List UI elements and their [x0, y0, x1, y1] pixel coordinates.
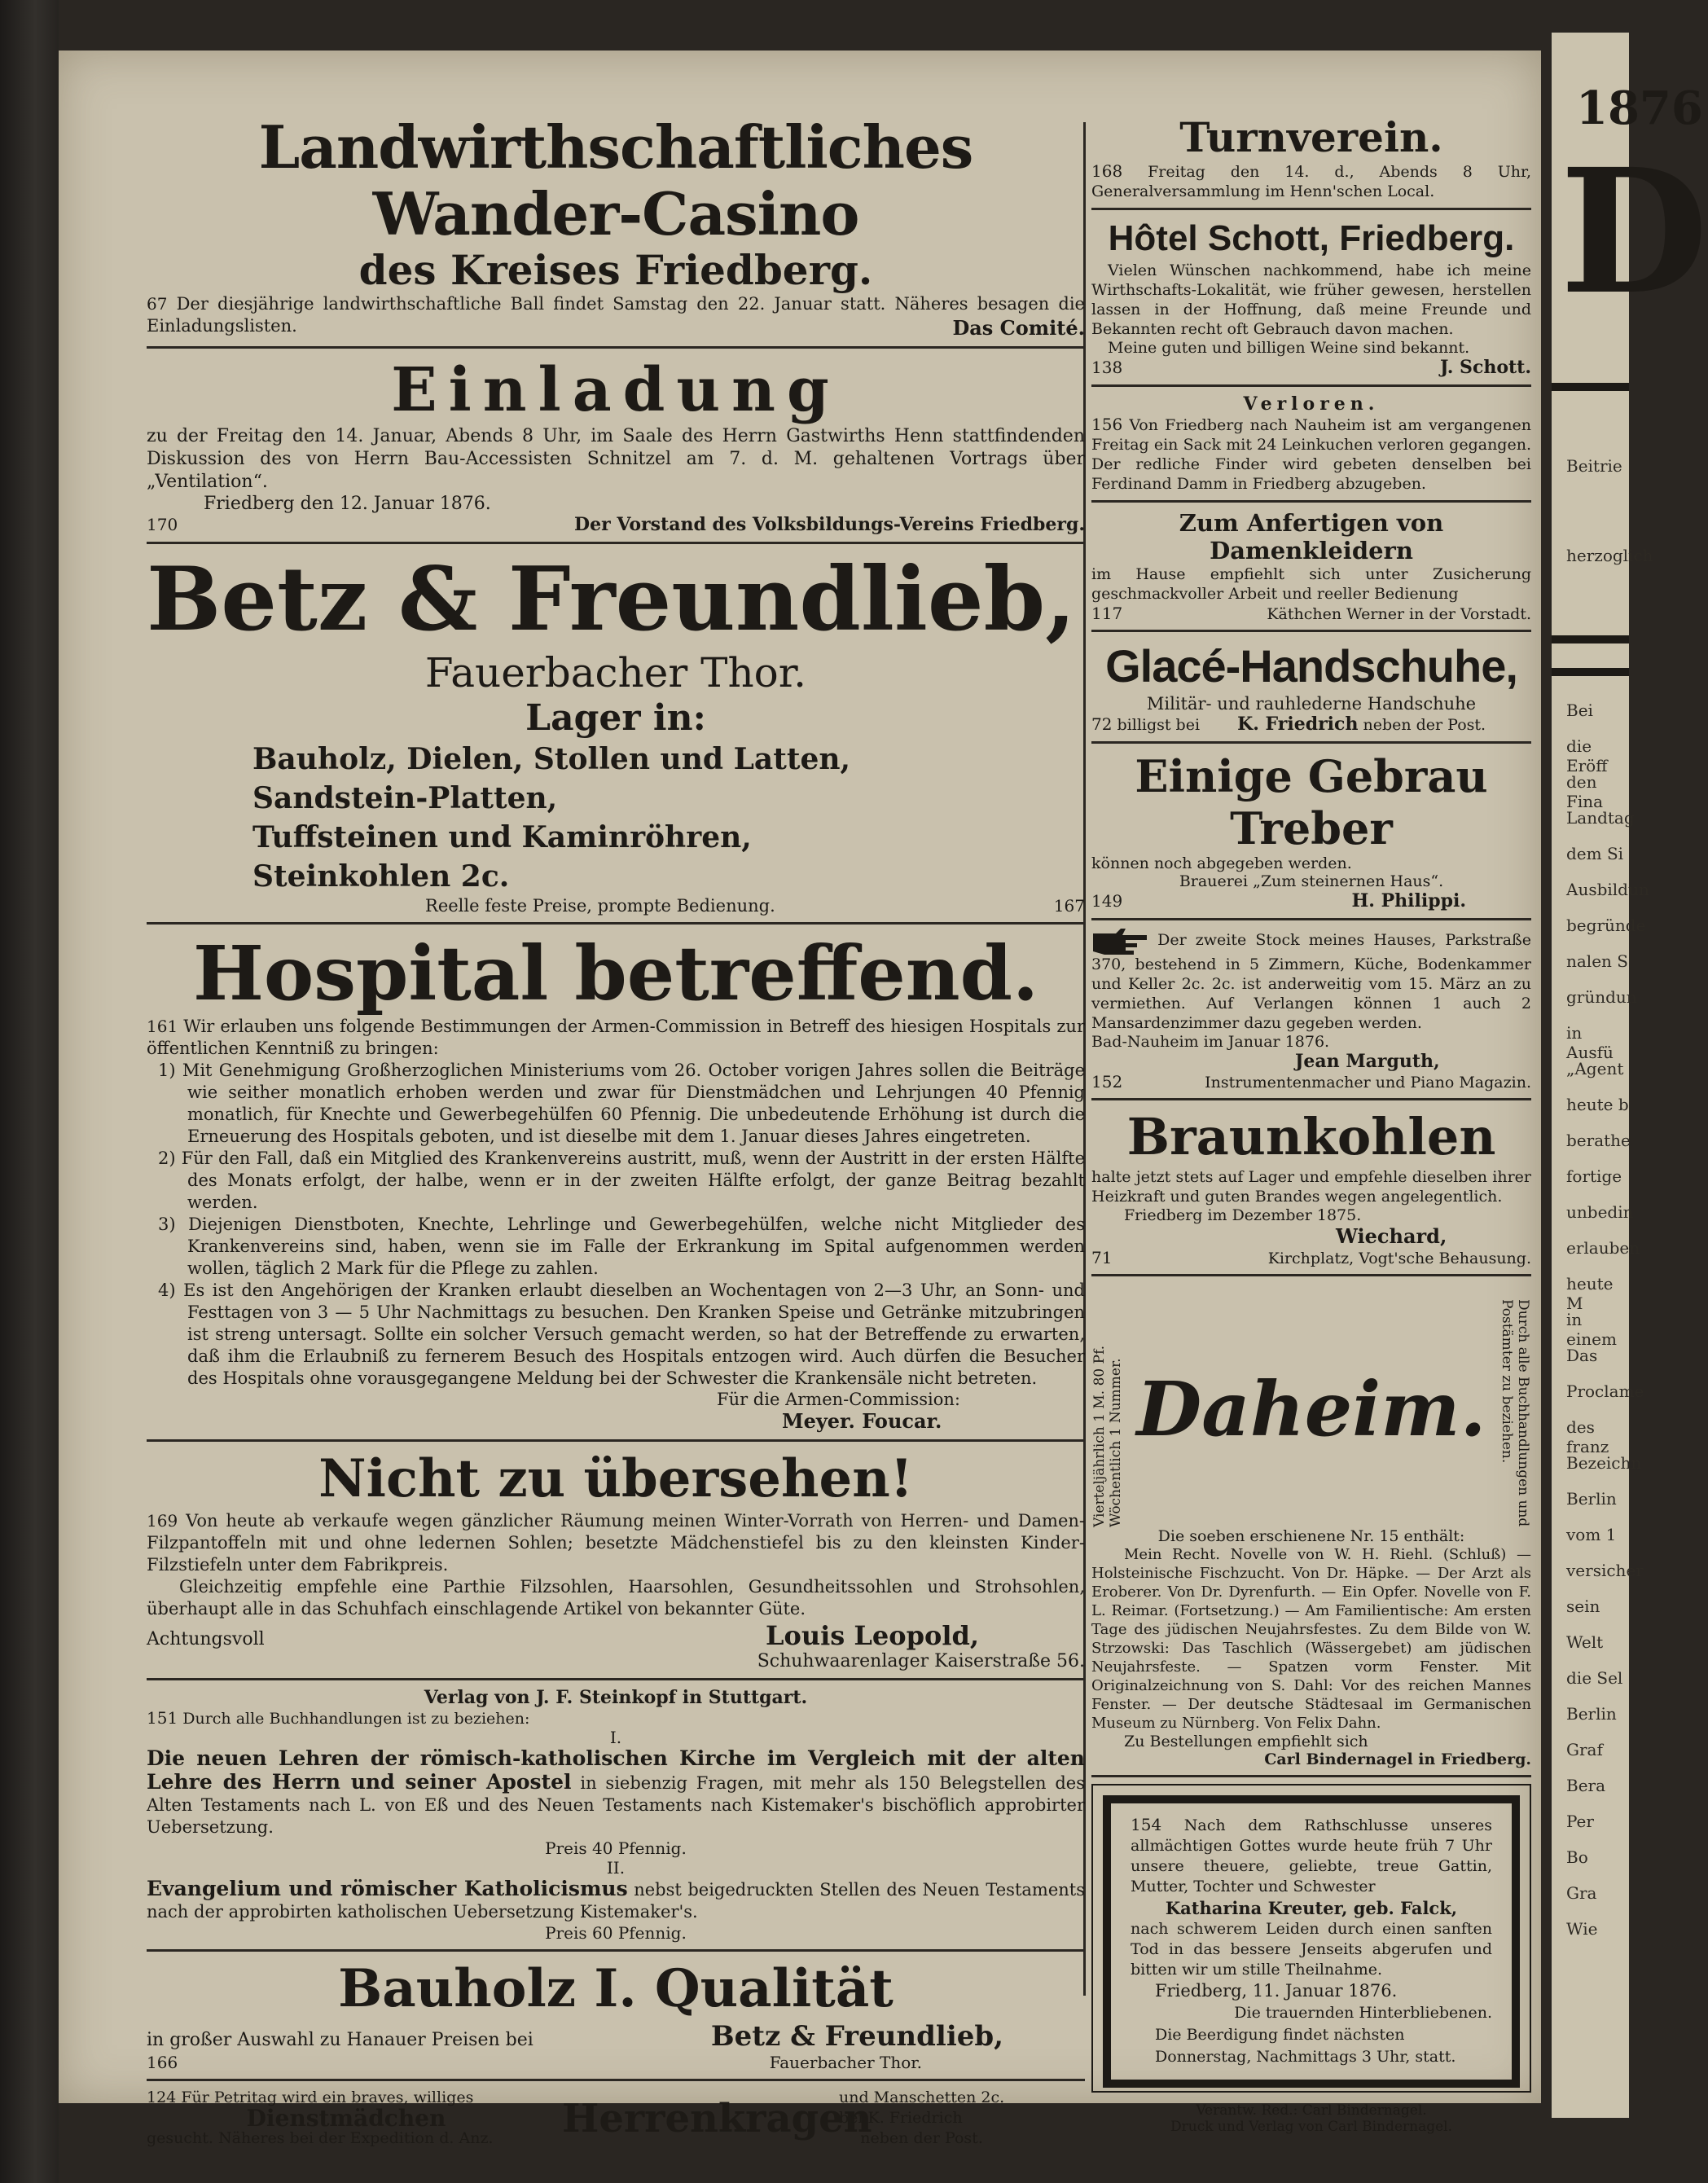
betz-items — [252, 740, 1085, 896]
adjacent-text-line: versicher — [1566, 1561, 1644, 1580]
verlag-title-2: Evangelium und römischer Katholicismus — [147, 1877, 628, 1900]
verlag-title-1: Die neuen Lehren der römisch-katholischen Kirche im Vergleich mit der alten Lehre des Herrn und seiner Apostel — [147, 1746, 1085, 1794]
adjacent-text-line: Ausbildun — [1566, 880, 1649, 899]
ad-treber: Einige Gebrau Treber können noch abgegeben werden. Brauerei „Zum steinernen Haus“. 149 H. Philippi. — [1091, 750, 1531, 911]
hotel-text: Vielen Wünschen nachkommend, habe ich meine Wirthschafts-Lokalität, wie früher gewesen, herstellen lassen in der Hoffnung, daß meine Freunde und Bekannten recht oft Gebrauch davon machen. — [1091, 261, 1531, 338]
adjacent-text-line: Das — [1566, 1346, 1598, 1365]
nicht-text2: Gleichzeitig empfehle eine Parthie Filzsohlen, Haarsohlen, Gesundheitssohlen und Strohsohlen, überhaupt alle in das Schuhfach einschlagende Artikel von bekannter Güte. — [147, 1577, 1085, 1619]
verloren-title: Verloren. — [1243, 393, 1380, 415]
obit-name: Katharina Kreuter, geb. Falck, — [1165, 1898, 1458, 1918]
adjacent-text-line: die Eröff — [1566, 736, 1608, 775]
adjacent-text-line: herzoglich — [1566, 546, 1653, 565]
adjacent-text-line: begründe — [1566, 916, 1646, 935]
adjacent-text-line: den Fina — [1566, 772, 1604, 811]
nicht-sub: Schuhwaarenlager Kaiserstraße 56. — [757, 1651, 1085, 1671]
daheim-order-side: Durch alle Buchhandlungen und Postämter zu beziehen. — [1499, 1299, 1531, 1527]
adjacent-text-line: Graf — [1566, 1740, 1603, 1759]
braun-title: Braunkohlen — [1126, 1107, 1496, 1166]
glace-title: Glacé-Handschuhe, — [1105, 640, 1517, 692]
verlag-header: Verlag von J. F. Steinkopf in Stuttgart. — [424, 1687, 808, 1708]
ad-zweiter-stock: Der zweite Stock meines Hauses, Parkstraße 370, bestehend in 5 Zimmern, Küche, Bodenkammer und Keller 2c. 2c. ist anderweitig vom 15. März an zu vermiethen. Auf Verlangen können 1 auch 2 Mansardenzimmer dazu gegeben werden. Bad-Nauheim im Januar 1876. Jean Marguth, 152 Instrumentenmacher und Piano Magazin. — [1091, 927, 1531, 1092]
ad-damenkleider: Zum Anfertigen von Damenkleidern im Hause empfiehlt sich unter Zusicherung geschmackvoller Arbeit und reeller Bedienung 117 Käthchen Werner in der Vorstadt. — [1091, 509, 1531, 623]
adjacent-text-line: heute b — [1566, 1095, 1629, 1114]
hospital-intro: Wir erlauben uns folgende Bestimmungen der Armen-Commission in Betreff des hiesigen Hospitals zur öffentlichen Kenntniß zu bringen: — [147, 1017, 1085, 1058]
adjacent-text-line: die Sel — [1566, 1668, 1623, 1688]
adjacent-text-line: sein — [1566, 1597, 1600, 1616]
bauholz-text: in großer Auswahl zu Hanauer Preisen bei — [147, 2030, 533, 2050]
adjacent-year: 1876 — [1576, 81, 1703, 135]
adjacent-big-letter: D — [1560, 131, 1708, 332]
ad-wander-casino: Landwirthschaftliches Wander-Casino des Kreises Friedberg. 67 Der diesjährige landwirthschaftliche Ball findet Samstag den 22. Januar statt. Näheres besagen die Einladungslisten. Das Comité. — [147, 112, 1085, 340]
betz-item: Tuffsteinen und Kaminröhren, — [252, 820, 752, 854]
turn-text: Freitag den 14. d., Abends 8 Uhr, Generalversammlung im Henn'schen Local. — [1091, 163, 1531, 200]
nicht-text: Von heute ab verkaufe wegen gänzlicher Räumung meinen Winter-Vorrath von Herren- und Damen-Filzpantoffeln mit und ohne ledernen Sohlen; besetzte Mädchenstiefel bis zu den kleinsten Kinder-Filzstiefeln unter dem Fabrikpreis. — [147, 1511, 1085, 1575]
nicht-sign: Louis Leopold, — [765, 1620, 979, 1651]
ad-einladung: Einladung zu der Freitag den 14. Januar, Abends 8 Uhr, im Saale des Herrn Gastwirths Henn stattfindenden Diskussion des von Herrn Bau-Accessisten Schnitzel am 7. d. M. gehaltenen Vortrags über „Ventilation“. Friedberg den 12. Januar 1876. 170 Der Vorstand des Volksbildungs-Vereins Friedberg. — [147, 355, 1085, 535]
dienst-word: Dienstmädchen — [246, 2105, 446, 2132]
stock-text: Der zweite Stock meines Hauses, Parkstraße 370, bestehend in 5 Zimmern, Küche, Bodenkammer und Keller 2c. 2c. ist anderweitig vom 15. März an zu vermiethen. Auf Verlangen können 1 auch 2 Mansardenzimmer dazu gegeben werden. — [1091, 931, 1531, 1032]
adjacent-text-line: Bera — [1566, 1776, 1606, 1795]
adjacent-text-line: in einem — [1566, 1310, 1617, 1349]
hotel-sign: J. Schott. — [1440, 357, 1531, 378]
betz-item: Steinkohlen 2c. — [252, 859, 510, 894]
betz-item: Sandstein-Platten, — [252, 781, 558, 815]
adjacent-text-line: erlauben — [1566, 1238, 1640, 1258]
adjacent-text-line: Proclame — [1566, 1381, 1644, 1401]
wander-sign: Das Comité. — [952, 316, 1085, 340]
hospital-sign: Meyer. Foucar. — [782, 1409, 942, 1433]
adjacent-text-line: Bezeichn — [1566, 1453, 1642, 1473]
damen-title: Zum Anfertigen von Damenkleidern — [1179, 509, 1444, 564]
turn-title: Turnverein. — [1179, 113, 1443, 161]
adjacent-text-line: Bei — [1566, 701, 1593, 720]
adjacent-text-line: Berlin — [1566, 1489, 1617, 1509]
herrenkragen-title: Herrenkragen — [562, 2095, 872, 2141]
adjacent-text-line: Berlin — [1566, 1704, 1617, 1724]
ad-verloren: Verloren. 156 Von Friedberg nach Nauheim ist am vergangenen Freitag ein Sack mit 24 Leinkuchen verloren gegangen. Der redliche Finder wird gebeten denselben bei Ferdinand Damm in Friedberg abzugeben. — [1091, 393, 1531, 493]
einladung-sign: Der Vorstand des Volksbildungs-Vereins Friedberg. — [574, 514, 1085, 535]
betz-footer: Reelle feste Preise, prompte Bedienung. — [425, 896, 775, 916]
ad-hotel-schott: Hôtel Schott, Friedberg. Vielen Wünschen nachkommend, habe ich meine Wirthschafts-Lokalität, wie früher gewesen, herstellen lassen in der Hoffnung, daß meine Freunde und Bekannten recht oft Gebrauch davon machen. Meine guten und billigen Weine sind bekannt. 138 J. Schott. — [1091, 218, 1531, 378]
ad-turnverein: Turnverein. 168 Freitag den 14. d., Abends 8 Uhr, Generalversammlung im Henn'schen Local. — [1091, 113, 1531, 200]
einladung-date: Friedberg den 12. Januar 1876. — [204, 494, 491, 514]
adjacent-text-line: Bo — [1566, 1847, 1588, 1867]
adjacent-text-line: unbedin — [1566, 1202, 1634, 1222]
treber-sign: H. Philippi. — [1351, 890, 1466, 911]
hospital-item: 2) Für den Fall, daß ein Mitglied des Krankenvereins austritt, muß, wenn der Austritt in der ersten Hälfte des Monats erfolgt, der halbe, wenn er in der zweiten Hälfte erfolgt, der ganze Beitrag bezahlt werden. — [158, 1149, 1085, 1212]
hospital-item: 4) Es ist den Angehörigen der Kranken erlaubt dieselben an Wochentagen von 2—3 Uhr, an Sonn- und Festtagen von 3 — 5 Uhr Nachmittags zu besuchen. Den Kranken Speise und Getränke mitzubringen ist streng untersagt. Sollte ein solcher Versuch gemacht werden, so hat der Betreffende zu erwarten, daß ihm die Erlaubniß zu fernerem Besuch des Hospitals entzogen wird. Auch dürfen die Besucher des Hospitals ohne vorausgegangene Meldung bei der Schwester die Krankensäle nicht betreten. — [158, 1280, 1085, 1388]
nicht-greeting: Achtungsvoll — [147, 1629, 265, 1649]
adjacent-text-line: vom 1 — [1566, 1525, 1617, 1544]
bauholz-sign: Betz & Freundlieb, — [710, 2020, 1003, 2053]
obituary: 154 Nach dem Rathschlusse unseres allmächtigen Gottes wurde heute früh 7 Uhr unsere theuere, geliebte, treue Gattin, Mutter, Tochter und Schwester Katharina Kreuter, geb. Falck, nach schwerem Leiden durch einen sanften Tod in das bessere Jenseits abgerufen und bitten wir um stille Theilnahme. Friedberg, 11. Januar 1876. Die trauernden Hinterbliebenen. Die Beerdigung findet nächsten Donnerstag, Nachmittags 3 Uhr, statt. — [1091, 1784, 1531, 2093]
wander-title: Landwirthschaftliches Wander-Casino — [258, 112, 973, 248]
adjacent-text-line: Welt — [1566, 1632, 1604, 1652]
ad-daheim: Vierteljährlich 1 M. 80 Pf. Wöchentlich 1 Nummer. Durch alle Buchhandlungen und Postämter zu beziehen. Daheim. Die soeben erschienene Nr. 15 enthält: Mein Recht. Novelle von W. H. Riehl. (Schluß) — Holsteinische Fischzucht. Von Dr. Häpke. — Der Arzt als Eroberer. Von Dr. Dyrenfurth. — Ein Opfer. Novelle von F. L. Reimar. (Fortsetzung.) — Am Familientische: Am ersten Tage des jüdischen Neujahrsfestes. Zu dem Bilde von W. Strzowski: Das Taschlich (Wässergebet) am jüdischen Neujahrsfeste. — Spatzen vorm Fenster. Mit Originalzeichnung von S. Dahl: Vor des reichen Mannes Fenster. — Der deutsche Städtesaal im Germanischen Museum zu Nürnberg. Von Felix Dahn. Zu Bestellungen empfiehlt sich Carl Bindernagel in Friedberg. — [1091, 1283, 1531, 1768]
imprint: Verantw. Red.: Carl Bindernagel. Druck und Verlag von Carl Bindernagel. — [1170, 2102, 1452, 2135]
ad-bauholz: Bauholz I. Qualität in großer Auswahl zu Hanauer Preisen bei Betz & Freundlieb, 166 Fauerbacher Thor. — [147, 1958, 1085, 2072]
braun-sign: Wiechard, — [1336, 1224, 1447, 1248]
ad-braunkohlen: Braunkohlen halte jetzt stets auf Lager und empfehle dieselben ihrer Heizkraft und guten Brandes wegen angelegentlich. Friedberg im Dezember 1875. Wiechard, 71 Kirchplatz, Vogt'sche Behausung. — [1091, 1107, 1531, 1267]
left-column — [147, 114, 1085, 2149]
stock-sign: Jean Marguth, — [1295, 1051, 1440, 1072]
daheim-sign: Carl Bindernagel in Friedberg. — [1264, 1750, 1531, 1768]
treber-title: Einige Gebrau Treber — [1135, 750, 1488, 854]
hospital-for: Für die Armen-Commission: — [717, 1390, 961, 1409]
adjacent-text-line: in Ausfü — [1566, 1023, 1614, 1062]
adjacent-text-line: nalen S — [1566, 951, 1628, 971]
ad-betz-freundlieb: Betz & Freundlieb, Fauerbacher Thor. Lager in: Bauholz, Dielen, Stollen und Latten, Sandstein-Platten, Tuffsteinen und Kaminröhren, Steinkohlen 2c. Reelle feste Preise, prompte Bedienung. 167 — [147, 548, 1085, 916]
adjacent-text-line: Wie — [1566, 1919, 1598, 1939]
adjacent-text-line: fortige — [1566, 1166, 1622, 1186]
adjacent-text-line: „Agent — [1566, 1059, 1624, 1078]
adjacent-text-line: dem Si — [1566, 844, 1624, 863]
betz-title: Betz & Freundlieb, — [147, 548, 1076, 651]
ad-dienstmaedchen: 124 Für Petritag wird ein braves, williges Dienstmädchen gesucht. Näheres bei der Expedition d. Anz. — [147, 2088, 546, 2149]
hospital-item: 1) Mit Genehmigung Großherzoglichen Ministeriums vom 26. October vorigen Jahres sollen die Beiträge wie seither monatlich erhoben werden und zwar für Dienstmädchen und Lehrjungen 40 Pfennig monatlich, für Knechte und Gewerbegehülfen 60 Pfennig. Die unbedeutende Erhöhung ist durch die Erneuerung des Hospitals geboten, und ist dieselbe mit dem 1. Januar dieses Jahres eingetreten. — [158, 1061, 1085, 1146]
bauholz-title: Bauholz I. Qualität — [338, 1958, 894, 2019]
nicht-title: Nicht zu übersehen! — [318, 1448, 913, 1509]
hotel-title: Hôtel Schott, Friedberg. — [1108, 218, 1515, 258]
betz-lager: Lager in: — [525, 697, 706, 739]
pointing-hand-icon — [1091, 927, 1148, 955]
right-column — [1091, 114, 1531, 2135]
adjacent-text-line: des franz — [1566, 1417, 1609, 1456]
ad-glace-handschuhe: Glacé-Handschuhe, Militär- und rauhlederne Handschuhe 72 billigst bei K. Friedrich neben der Post. — [1091, 639, 1531, 735]
daheim-text: Mein Recht. Novelle von W. H. Riehl. (Schluß) — Holsteinische Fischzucht. Von Dr. Häpke. — Der Arzt als Eroberer. Von Dr. Dyrenfurth. — Ein Opfer. Novelle von F. L. Reimar. (Fortsetzung.) — Am Familientische: Am ersten Tage des jüdischen Neujahrsfestes. Zu dem Bilde von W. Strzowski: Das Taschlich (Wässergebet) am jüdischen Neujahrsfeste. — Spatzen vorm Fenster. Mit Originalzeichnung von S. Dahl: Vor des reichen Mannes Fenster. — Der deutsche Städtesaal im Germanischen Museum zu Nürnberg. Von Felix Dahn. — [1091, 1546, 1531, 1732]
wander-subtitle: des Kreises Friedberg. — [358, 246, 873, 294]
wander-text: Der diesjährige landwirthschaftliche Ball findet Samstag den 22. Januar statt. Näheres besagen die Einladungslisten. — [147, 294, 1085, 336]
adjacent-text-line: Per — [1566, 1812, 1594, 1831]
ad-hospital: Hospital betreffend. 161 Wir erlauben uns folgende Bestimmungen der Armen-Commission in Betreff des hiesigen Hospitals zur öffentlichen Kenntniß zu bringen: 1) Mit Genehmigung Großherzoglichen Ministeriums vom 26. October vorigen Jahres sollen die Beiträge wie seither monatlich erhoben werden und zwar für Dienstmädchen und Lehrjungen 40 Pfennig monatlich, für Knechte und Gewerbegehülfen 60 Pfennig. Die unbedeutende Erhöhung ist durch die Erneuerung des Hospitals geboten, und ist dieselbe mit dem 1. Januar dieses Jahres eingetreten. 2) Für den Fall, daß ein Mitglied des Krankenvereins austritt, muß, wenn der Austritt in der ersten Hälfte des Monats erfolgt, der halbe, wenn er in der zweiten Hälfte erfolgt, der ganze Beitrag bezahlt werden. 3) Diejenigen Dienstboten, Knechte, Lehrlinge und Gewerbegehülfen, welche nicht Mitglieder des Krankenvereins sind, haben, wenn sie im Falle der Erkrankung im Spital aufgenommen werden wollen, täglich 2 Mark für die Pflege zu zahlen. 4) Es ist den Angehörigen der Kranken erlaubt dieselben an Wochentagen von 2—3 Uhr, an Sonn- und Festtagen von 3 — 5 Uhr Nachmittags zu besuchen. Den Kranken Speise und Getränke mitzubringen ist streng untersagt. Sollte ein solcher Versuch gemacht werden, so hat der Betreffende zu erwarten, daß ihm die Erlaubniß zu fernerem Besuch des Hospitals entzogen wird. Auch dürfen die Besucher des Hospitals ohne vorausgegangene Meldung bei der Schwester die Krankensäle nicht betreten. Für die Armen-Commission: Meyer. Foucar. — [147, 929, 1085, 1433]
einladung-title: Einladung — [391, 355, 841, 425]
hospital-title: Hospital betreffend. — [192, 929, 1039, 1017]
glace-sign: K. Friedrich — [1237, 714, 1359, 735]
adjacent-text-line: berathe — [1566, 1131, 1631, 1150]
adjacent-text-line: gründun — [1566, 987, 1637, 1007]
ad-nicht-uebersehen: Nicht zu übersehen! 169 Von heute ab verkaufe wegen gänzlicher Räumung meinen Winter-Vorrath von Herren- und Damen-Filzpantoffeln mit und ohne ledernen Sohlen; besetzte Mädchenstiefel bis zu den kleinsten Kinder-Filzstiefeln unter dem Fabrikpreis. Gleichzeitig empfehle eine Parthie Filzsohlen, Haarsohlen, Gesundheitssohlen und Strohsohlen, überhaupt alle in das Schuhfach einschlagende Artikel von bekannter Güte. Achtungsvoll Louis Leopold, Schuhwaarenlager Kaiserstraße 56. — [147, 1448, 1085, 1671]
einladung-text: zu der Freitag den 14. Januar, Abends 8 Uhr, im Saale des Herrn Gastwirths Henn stattfindenden Diskussion des von Herrn Bau-Accessisten Schnitzel am 7. d. M. gehaltenen Vortrags über „Ventilation“. — [147, 426, 1085, 492]
betz-location: Fauerbacher Thor. — [424, 649, 807, 696]
adjacent-text-line: heute M — [1566, 1274, 1614, 1313]
daheim-title: Daheim. — [1136, 1365, 1486, 1453]
verlag-intro: Durch alle Buchhandlungen ist zu beziehen: — [182, 1710, 530, 1728]
ad-verlag: Verlag von J. F. Steinkopf in Stuttgart. 151 Durch alle Buchhandlungen ist zu beziehen: I. Die neuen Lehren der römisch-katholischen Kirche im Vergleich mit der alten Lehre des Herrn und seiner Apostel in siebenzig Fragen, mit mehr als 150 Belegstellen des Alten Testaments nach L. von Eß und des Neuen Testaments nach Kistemaker's bischöflich approbirter Uebersetzung. Preis 40 Pfennig. II. Evangelium und römischer Katholicismus nebst beigedruckten Stellen des Neuen Testaments nach der approbirten katholischen Uebersetzung Kistemaker's. Preis 60 Pfennig. — [147, 1687, 1085, 1943]
betz-item: Bauholz, Dielen, Stollen und Latten, — [252, 742, 851, 776]
hospital-item: 3) Diejenigen Dienstboten, Knechte, Lehrlinge und Gewerbegehülfen, welche nicht Mitglieder des Krankenvereins sind, haben, wenn sie im Falle der Erkrankung im Spital aufgenommen werden wollen, täglich 2 Mark für die Pflege zu zahlen. — [158, 1214, 1085, 1278]
ad-bottom-row — [147, 2088, 1085, 2149]
adjacent-text-line: Beitrie — [1566, 456, 1622, 476]
ad-herrenkragen: und Manschetten 2c. bei K. Friedrich neben der Post. — [839, 2089, 1005, 2147]
verloren-text: Von Friedberg nach Nauheim ist am vergangenen Freitag ein Sack mit 24 Leinkuchen verloren gegangen. Der redliche Finder wird gebeten denselben bei Ferdinand Damm in Friedberg abzugeben. — [1091, 416, 1531, 493]
adjacent-page-fragment — [1552, 33, 1708, 2118]
adjacent-text-line: Gra — [1566, 1883, 1597, 1903]
book-binding — [0, 0, 59, 2183]
damen-sign: Käthchen Werner in der Vorstadt. — [1267, 605, 1531, 623]
daheim-price-side: Vierteljährlich 1 M. 80 Pf. Wöchentlich 1 Nummer. — [1091, 1345, 1124, 1527]
adjacent-text-line: Landtag — [1566, 808, 1635, 828]
bauholz-sub: Fauerbacher Thor. — [769, 2053, 922, 2072]
